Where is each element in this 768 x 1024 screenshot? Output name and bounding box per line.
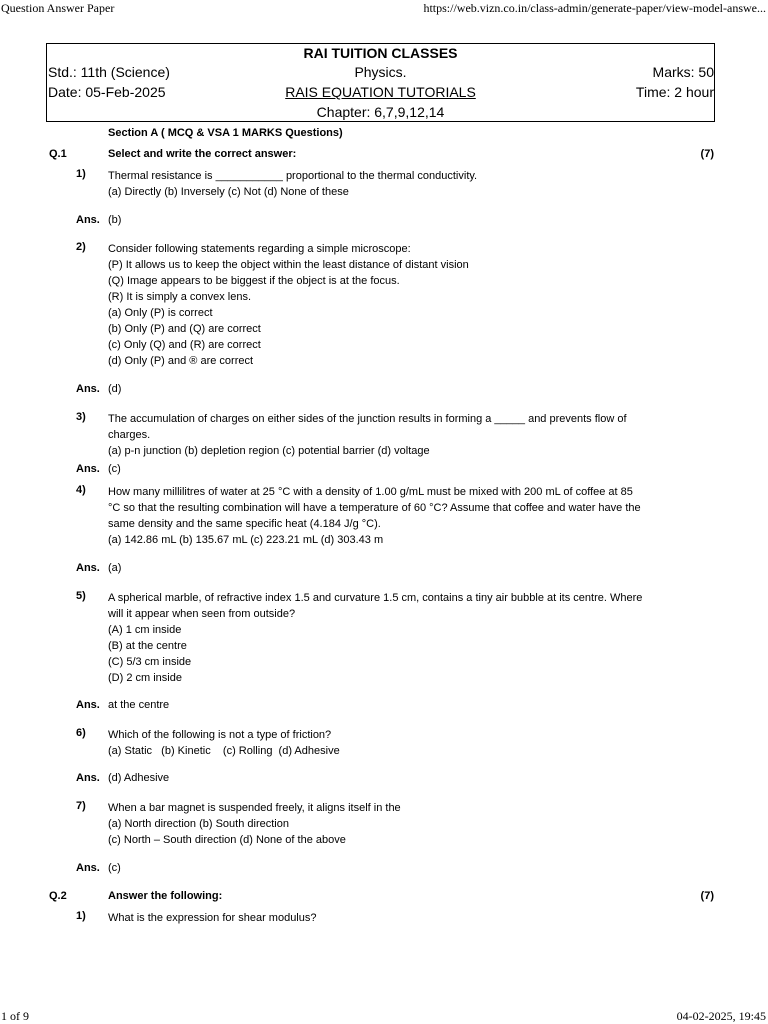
item-line: (a) North direction (b) South direction: [108, 818, 289, 830]
answer-value: (c): [108, 463, 121, 475]
item-body: [108, 411, 688, 459]
item-line: °C so that the resulting combination will have a temperature of 60 °C? Assume that coffee and water have the: [108, 502, 641, 514]
question-marks: (7): [700, 148, 714, 160]
answer-value: (a): [108, 562, 122, 574]
time-label: Time: 2 hour: [635, 84, 714, 100]
print-footer: [0, 1009, 768, 1024]
chapter-label: Chapter: 6,7,9,12,14: [316, 104, 445, 120]
question-header-q1: [0, 148, 768, 162]
header-row-chapter: [47, 104, 714, 122]
item-line: A spherical marble, of refractive index 1.5 and curvature 1.5 cm, contains a tiny air bubble at its centre. Where: [108, 592, 643, 604]
subject-label: Physics.: [354, 64, 407, 80]
item-line: (A) 1 cm inside: [108, 624, 182, 636]
item-line: Which of the following is not a type of friction?: [108, 729, 332, 741]
answer-label: Ans.: [76, 772, 100, 784]
standard-label: Std.: 11th (Science): [48, 64, 170, 80]
item-line: (C) 5/3 cm inside: [108, 656, 192, 668]
item-body: [108, 590, 688, 686]
print-header: [0, 0, 768, 18]
item-line: (R) It is simply a convex lens.: [108, 291, 252, 303]
item-body: [108, 241, 688, 369]
question-number: Q.1: [49, 148, 67, 160]
answer-row: [0, 772, 768, 786]
item-line: (D) 2 cm inside: [108, 672, 182, 684]
item-line: (a) p-n junction (b) depletion region (c) potential barrier (d) voltage: [108, 445, 430, 457]
answer-row: [0, 562, 768, 576]
item-number: 4): [76, 484, 86, 496]
item-number: 7): [76, 800, 86, 812]
item-number: 5): [76, 590, 86, 602]
item-line: How many millilitres of water at 25 °C with a density of 1.00 g/mL must be mixed with 200 mL of coffee at 85: [108, 486, 633, 498]
question-instruction: Select and write the correct answer:: [108, 148, 297, 160]
item-line: (b) Only (P) and (Q) are correct: [108, 323, 261, 335]
answer-value: (b): [108, 214, 122, 226]
answer-value: (d): [108, 383, 122, 395]
item-line: (c) North – South direction (d) None of the above: [108, 834, 346, 846]
date-label: Date: 05-Feb-2025: [48, 84, 166, 100]
item-number: 1): [76, 910, 86, 922]
paper-header: [46, 43, 715, 122]
item-number: 3): [76, 411, 86, 423]
item-body: [108, 168, 688, 200]
item-body: [108, 910, 688, 926]
answer-label: Ans.: [76, 214, 100, 226]
item-line: What is the expression for shear modulus?: [108, 912, 317, 924]
item-line: When a bar magnet is suspended freely, it aligns itself in the: [108, 802, 401, 814]
answer-label: Ans.: [76, 862, 100, 874]
item-line: (P) It allows us to keep the object within the least distance of distant vision: [108, 259, 469, 271]
item-line: The accumulation of charges on either sides of the junction results in forming a _____ and prevents flow of: [108, 413, 627, 425]
question-header-q2: [0, 890, 768, 904]
page-title: Question Answer Paper: [1, 1, 115, 15]
answer-row: [0, 214, 768, 228]
institute-name: RAI TUITION CLASSES: [303, 45, 458, 61]
item-line: (d) Only (P) and ® are correct: [108, 355, 254, 367]
item-line: will it appear when seen from outside?: [108, 608, 296, 620]
answer-row: [0, 463, 768, 477]
answer-row: [0, 699, 768, 713]
question-instruction: Answer the following:: [108, 890, 223, 902]
tutorials-label: RAIS EQUATION TUTORIALS: [285, 84, 476, 100]
item-body: [108, 727, 688, 759]
marks-label: Marks: 50: [652, 64, 714, 80]
question-marks: (7): [700, 890, 714, 902]
item-body: [108, 484, 688, 548]
page-url[interactable]: https://web.vizn.co.in/class-admin/generate-paper/view-model-answe...: [423, 1, 766, 15]
header-row-std: [47, 64, 714, 82]
answer-label: Ans.: [76, 562, 100, 574]
item-line: (a) Static (b) Kinetic (c) Rolling (d) Adhesive: [108, 745, 340, 757]
answer-value: (c): [108, 862, 121, 874]
item-line: (a) Directly (b) Inversely (c) Not (d) None of these: [108, 186, 349, 198]
print-timestamp: 04-02-2025, 19:45: [676, 1009, 766, 1023]
item-line: Thermal resistance is ___________ proportional to the thermal conductivity.: [108, 170, 478, 182]
answer-label: Ans.: [76, 383, 100, 395]
item-line: Consider following statements regarding a simple microscope:: [108, 243, 411, 255]
item-line: (B) at the centre: [108, 640, 187, 652]
question-number: Q.2: [49, 890, 67, 902]
item-number: 2): [76, 241, 86, 253]
item-line: (a) 142.86 mL (b) 135.67 mL (c) 223.21 mL (d) 303.43 m: [108, 534, 384, 546]
answer-value: (d) Adhesive: [108, 772, 170, 784]
page-counter: 1 of 9: [1, 1009, 29, 1023]
item-body: [108, 800, 688, 848]
header-row-date: [47, 84, 714, 102]
item-line: (Q) Image appears to be biggest if the object is at the focus.: [108, 275, 400, 287]
answer-label: Ans.: [76, 699, 100, 711]
answer-value: at the centre: [108, 699, 170, 711]
item-line: (a) Only (P) is correct: [108, 307, 213, 319]
answer-row: [0, 862, 768, 876]
item-line: charges.: [108, 429, 151, 441]
item-line: (c) Only (Q) and (R) are correct: [108, 339, 261, 351]
answer-row: [0, 383, 768, 397]
item-number: 6): [76, 727, 86, 739]
section-title: Section A ( MCQ & VSA 1 MARKS Questions): [108, 127, 343, 139]
item-number: 1): [76, 168, 86, 180]
item-line: same density and the same specific heat (4.184 J/g °C).: [108, 518, 381, 530]
answer-label: Ans.: [76, 463, 100, 475]
